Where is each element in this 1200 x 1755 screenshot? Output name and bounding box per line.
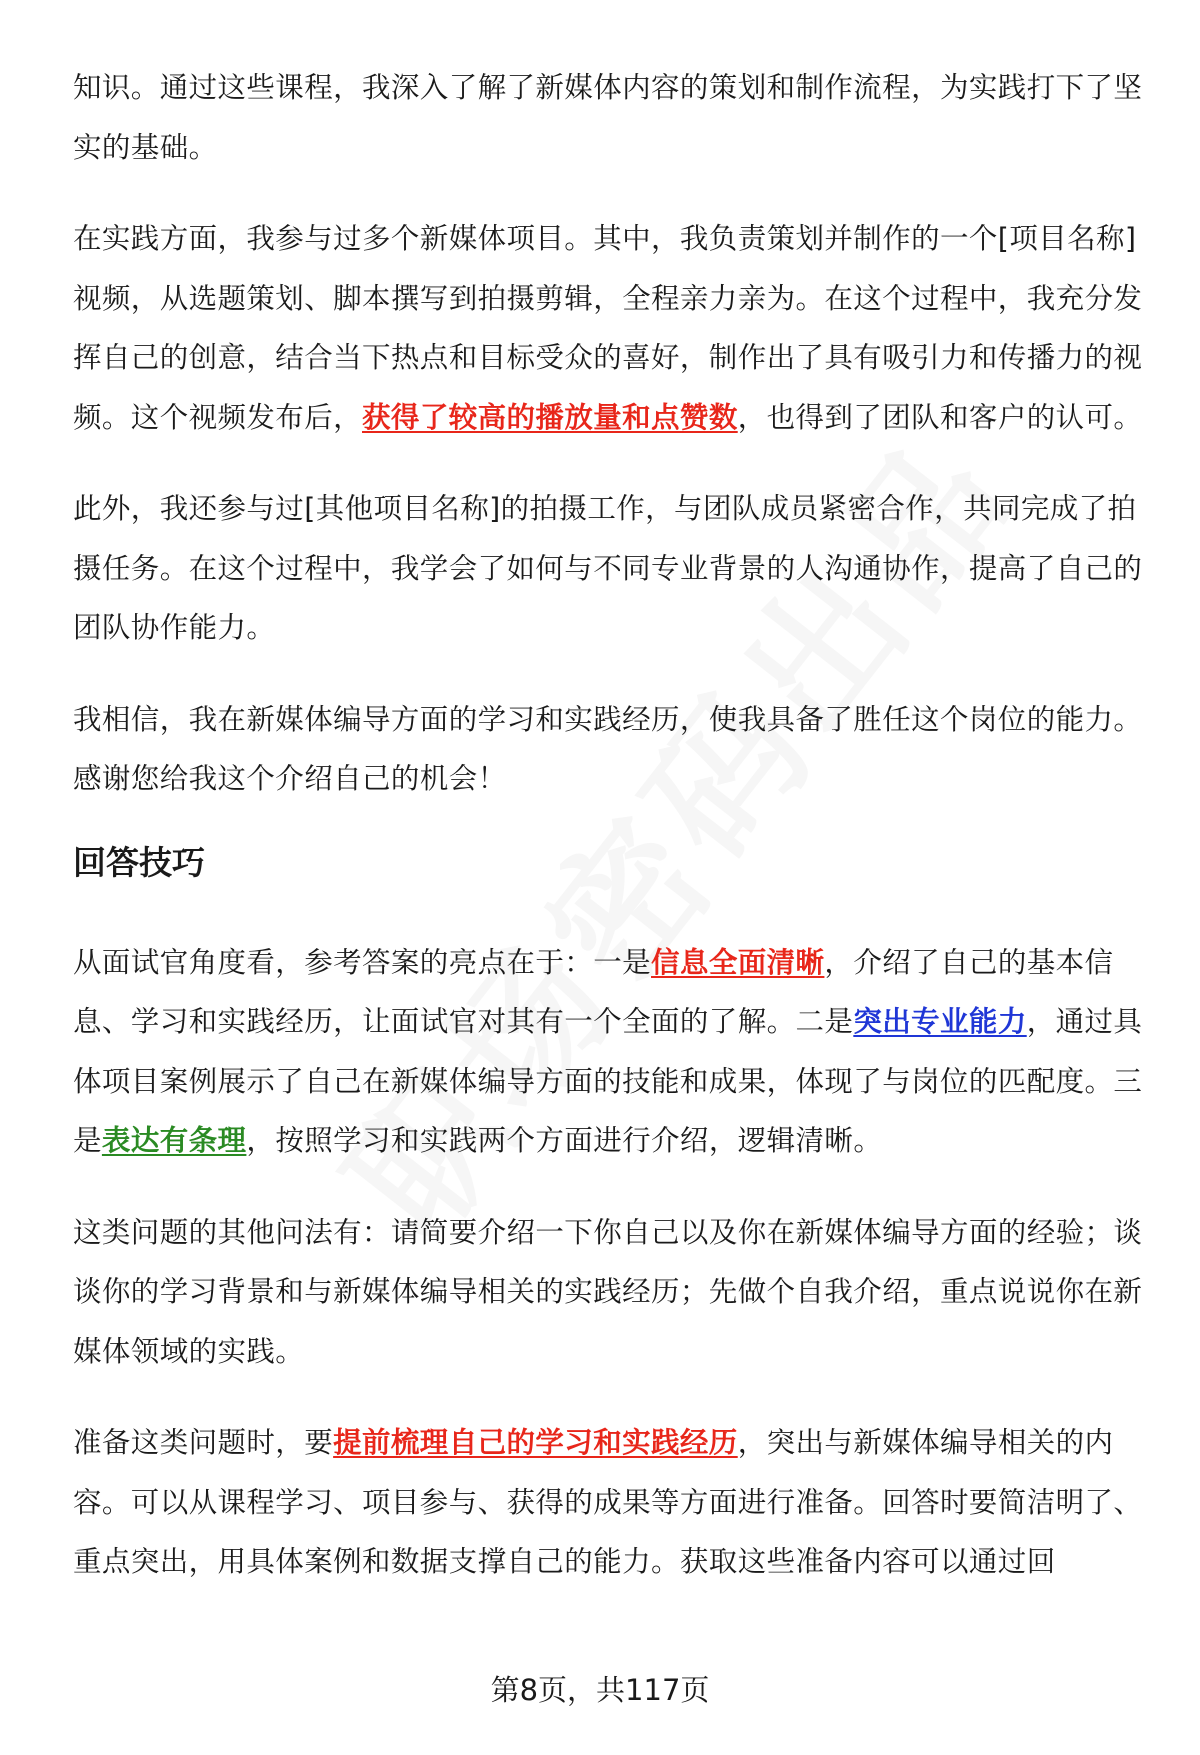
tips-paragraph-preparation: 准备这类问题时，要提前梳理自己的学习和实践经历，突出与新媒体编导相关的内容。可以从课程学习、项目参与、获得的成果等方面进行准备。回答时要简洁明了、重点突出，用具体案例和数据支撑自己的能力。获取这些准备内容可以通过回 <box>73 1426 1143 1578</box>
highlight-prepare-experience: 提前梳理自己的学习和实践经历 <box>333 1426 738 1459</box>
paragraph-knowledge: 知识。通过这些课程，我深入了解了新媒体内容的策划和制作流程，为实践打下了坚实的基础。 <box>73 71 1143 164</box>
tips-paragraph-alternatives: 这类问题的其他问法有：请简要介绍一下你自己以及你在新媒体编导方面的经验；谈谈你的学习背景和与新媒体编导相关的实践经历；先做个自我介绍，重点说说你在新媒体领域的实践。 <box>73 1215 1143 1368</box>
page-number-footer: 第8页，共117页 <box>490 1673 710 1707</box>
paragraph-practice: 在实践方面，我参与过多个新媒体项目。其中，我负责策划并制作的一个[项目名称]视频，从选题策划、脚本撰写到拍摄剪辑，全程亲力亲为。在这个过程中，我充分发挥自己的创意，结合当下热点和目标受众的喜好，制作出了具有吸引力和传播力的视频。这个视频发布后，获得了较高的播放量和点赞数，也得到了团队和客户的认可。 <box>73 222 1143 434</box>
tips-paragraph-highlights: 从面试官角度看，参考答案的亮点在于：一是信息全面清晰，介绍了自己的基本信息、学习和实践经历，让面试官对其有一个全面的了解。二是突出专业能力，通过具体项目案例展示了自己在新媒体编导方面的技能和成果，体现了与岗位的匹配度。三是表达有条理，按照学习和实践两个方面进行介绍，逻辑清晰。 <box>73 945 1143 1157</box>
highlight-info-clear: 信息全面清晰 <box>651 945 825 979</box>
paragraph-teamwork: 此外，我还参与过[其他项目名称]的拍摄工作，与团队成员紧密合作，共同完成了拍摄任务。在这个过程中，我学会了如何与不同专业背景的人沟通协作，提高了自己的团队协作能力。 <box>73 492 1143 644</box>
highlight-views-likes: 获得了较高的播放量和点赞数 <box>362 400 738 434</box>
paragraph-closing: 我相信，我在新媒体编导方面的学习和实践经历，使我具备了胜任这个岗位的能力。感谢您给我这个介绍自己的机会！ <box>73 702 1143 795</box>
section-heading: 回答技巧 <box>73 842 205 882</box>
highlight-professional-ability: 突出专业能力 <box>853 1005 1027 1038</box>
page-content <box>73 58 1155 1624</box>
highlight-organized: 表达有条理 <box>101 1124 247 1157</box>
